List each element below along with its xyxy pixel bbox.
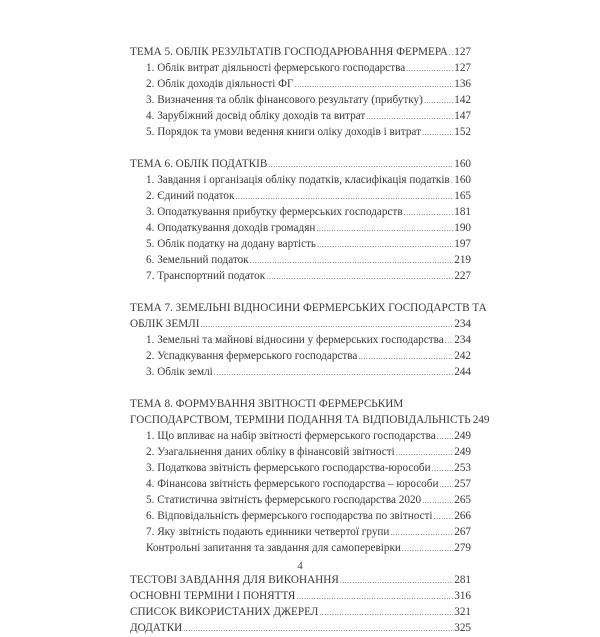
toc-page-number: 249 xyxy=(454,430,471,442)
toc-section xyxy=(130,156,471,284)
toc-entry-title: СПИСОК ВИКОРИСТАНИХ ДЖЕРЕЛ xyxy=(130,606,319,618)
dot-leader xyxy=(317,237,453,253)
toc-entry-title: ДОДАТКИ xyxy=(130,622,183,634)
toc-page-number: 227 xyxy=(454,270,471,282)
dot-leader xyxy=(404,205,454,221)
dot-leader xyxy=(266,269,453,285)
toc-entry-title: ТЕМА 5. ОБЛІК РЕЗУЛЬТАТІВ ГОСПОДАРЮВАННЯ ФЕРМЕРА xyxy=(130,46,448,58)
dot-leader xyxy=(340,573,453,589)
toc-appendix-item xyxy=(130,572,471,588)
toc-heading xyxy=(130,156,471,172)
toc-appendix xyxy=(130,572,471,636)
toc-item xyxy=(130,124,471,140)
dot-leader xyxy=(439,477,453,493)
table-of-contents xyxy=(130,44,490,636)
toc-page-number: 190 xyxy=(454,222,471,234)
toc-page-number: 165 xyxy=(454,190,471,202)
toc-entry-title: ТЕМА 6. ОБЛІК ПОДАТКІВ xyxy=(130,158,268,170)
toc-page-number: 127 xyxy=(454,46,471,58)
toc-page-number: 147 xyxy=(454,110,471,122)
toc-section xyxy=(130,300,487,380)
toc-page-number: 152 xyxy=(454,126,471,138)
toc-item xyxy=(130,252,471,268)
toc-item xyxy=(130,508,471,524)
toc-item xyxy=(130,476,471,492)
dot-leader xyxy=(422,493,453,509)
toc-entry-title: Контрольні запитання та завдання для самоперевірки xyxy=(146,542,401,554)
toc-entry-title: 3. Податкова звітність фермерського господарства-юрособи xyxy=(146,462,431,474)
toc-entry-title: 3. Визначення та облік фінансового результату (прибутку) xyxy=(146,94,423,106)
dot-leader xyxy=(424,93,453,109)
toc-heading xyxy=(130,412,490,428)
toc-entry-title: 7. Яку звітність подають единники четвертої групи xyxy=(146,526,390,538)
toc-page-number: 253 xyxy=(454,462,471,474)
toc-page-number: 142 xyxy=(454,94,471,106)
dot-leader xyxy=(406,61,453,77)
toc-entry-title: 2. Успадкування фермерського господарства xyxy=(146,350,358,362)
toc-heading xyxy=(130,44,471,60)
page-number: 4 xyxy=(297,560,303,572)
toc-page-number: 197 xyxy=(454,238,471,250)
toc-page-number: 234 xyxy=(454,334,471,346)
toc-entry-title: 4. Фінансова звітність фермерського господарства – юрособи xyxy=(146,478,439,490)
toc-heading xyxy=(130,316,471,332)
toc-page-number: 279 xyxy=(454,542,471,554)
toc-item xyxy=(130,188,471,204)
toc-page-number: 242 xyxy=(454,350,471,362)
toc-entry-title: ОБЛІК ЗЕМЛІ xyxy=(130,318,200,330)
toc-entry-title: 2. Узагальнення даних обліку в фінансовій звітності xyxy=(146,446,395,458)
toc-section xyxy=(130,396,490,556)
toc-entry-title: 3. Облік землі xyxy=(146,366,213,378)
toc-entry-title: 1. Що впливає на набір звітності фермерського господарства xyxy=(146,430,436,442)
toc-page-number: 160 xyxy=(454,174,471,186)
toc-page-number: 325 xyxy=(454,622,471,634)
toc-page-number: 265 xyxy=(454,494,471,506)
toc-item xyxy=(130,332,471,348)
dot-leader xyxy=(390,525,453,541)
dot-leader xyxy=(183,621,453,637)
toc-page-number: 281 xyxy=(454,574,471,586)
toc-appendix-item xyxy=(130,588,471,604)
toc-entry-title: ТЕМА 8. ФОРМУВАННЯ ЗВІТНОСТІ ФЕРМЕРСЬКИМ xyxy=(130,398,404,410)
dot-leader xyxy=(201,317,454,333)
toc-item xyxy=(130,444,471,460)
toc-entry-title: 3. Оподаткування прибутку фермерських господарств xyxy=(146,206,403,218)
toc-entry-title: 1. Облік витрат діяльності фермерського господарства xyxy=(146,62,406,74)
toc-section xyxy=(130,44,471,140)
toc-page-number: 257 xyxy=(454,478,471,490)
dot-leader xyxy=(366,109,453,125)
dot-leader xyxy=(295,77,454,93)
toc-page-number: 219 xyxy=(454,254,471,266)
dot-leader xyxy=(437,429,453,445)
toc-page-number: 160 xyxy=(454,158,471,170)
toc-entry-title: 4. Зарубіжний досвід обліку доходів та витрат xyxy=(146,110,366,122)
toc-entry-title: ГОСПОДАРСТВОМ, ТЕРМІНИ ПОДАННЯ ТА ВІДПОВІДАЛЬНІСТЬ xyxy=(130,414,471,426)
toc-item xyxy=(130,364,471,380)
toc-item xyxy=(130,204,471,220)
dot-leader xyxy=(358,349,453,365)
toc-item xyxy=(130,76,471,92)
toc-entry-title: ТЕСТОВІ ЗАВДАННЯ ДЛЯ ВИКОНАННЯ xyxy=(130,574,339,586)
toc-page-number: 136 xyxy=(454,78,471,90)
toc-entry-title: 7. Транспортний податок xyxy=(146,270,266,282)
toc-entry-title: ТЕМА 7. ЗЕМЕЛЬНІ ВІДНОСИНИ ФЕРМЕРСЬКИХ ГОСПОДАРСТВ ТА xyxy=(130,302,487,314)
dot-leader xyxy=(449,45,454,61)
toc-item xyxy=(130,524,471,540)
toc-entry-title: 6. Земельний податок xyxy=(146,254,249,266)
toc-item xyxy=(130,108,471,124)
toc-entry-title: 2. Єдиний податок xyxy=(146,190,235,202)
toc-entry-title: 4. Оподаткування доходів громадян xyxy=(146,222,316,234)
toc-page-number: 267 xyxy=(454,526,471,538)
dot-leader xyxy=(402,541,453,557)
toc-appendix-item xyxy=(130,620,471,636)
toc-item xyxy=(130,268,471,284)
toc-appendix-item xyxy=(130,604,471,620)
toc-heading xyxy=(130,396,471,412)
toc-item xyxy=(130,236,471,252)
dot-leader xyxy=(445,333,453,349)
toc-entry-title: 6. Відповідальність фермерського господарства по звітності xyxy=(146,510,433,522)
toc-entry-title: 1. Завдання і організація обліку податків, класифікація податків xyxy=(146,174,450,186)
dot-leader xyxy=(422,125,453,141)
dot-leader xyxy=(396,445,453,461)
toc-item xyxy=(130,348,471,364)
toc-page-number: 316 xyxy=(454,590,471,602)
toc-item xyxy=(130,172,471,188)
dot-leader xyxy=(214,365,453,381)
toc-entry-title: 1. Земельні та майнові відносини у фермерських господарства xyxy=(146,334,444,346)
toc-item xyxy=(130,60,471,76)
toc-page-number: 244 xyxy=(454,366,471,378)
dot-leader xyxy=(250,253,454,269)
toc-page-number: 234 xyxy=(454,318,471,330)
toc-item xyxy=(130,540,471,556)
toc-heading xyxy=(130,300,487,316)
toc-page-number: 249 xyxy=(454,446,471,458)
toc-entry-title: 5. Статистична звітність фермерського господарства 2020 xyxy=(146,494,422,506)
toc-entry-title: 5. Облік податку на додану вартість xyxy=(146,238,317,250)
toc-entry-title: 5. Порядок та умови ведення книги оліку доходів і витрат xyxy=(146,126,421,138)
dot-leader xyxy=(296,589,453,605)
toc-page-number: 249 xyxy=(472,414,490,426)
toc-page-number: 266 xyxy=(454,510,471,522)
toc-item xyxy=(130,460,471,476)
toc-item xyxy=(130,492,471,508)
dot-leader xyxy=(316,221,453,237)
dot-leader xyxy=(434,509,454,525)
dot-leader xyxy=(268,157,453,173)
toc-entry-title: 2. Облік доходів діяльності ФГ xyxy=(146,78,294,90)
dot-leader xyxy=(432,461,454,477)
toc-entry-title: ОСНОВНІ ТЕРМІНИ І ПОНЯТТЯ xyxy=(130,590,296,602)
toc-page-number: 321 xyxy=(454,606,471,618)
toc-page-number: 181 xyxy=(454,206,471,218)
dot-leader xyxy=(235,189,453,205)
dot-leader xyxy=(319,605,453,621)
toc-page-number: 127 xyxy=(454,62,471,74)
toc-item xyxy=(130,220,471,236)
dot-leader xyxy=(451,173,454,189)
toc-item xyxy=(130,428,471,444)
toc-item xyxy=(130,92,471,108)
